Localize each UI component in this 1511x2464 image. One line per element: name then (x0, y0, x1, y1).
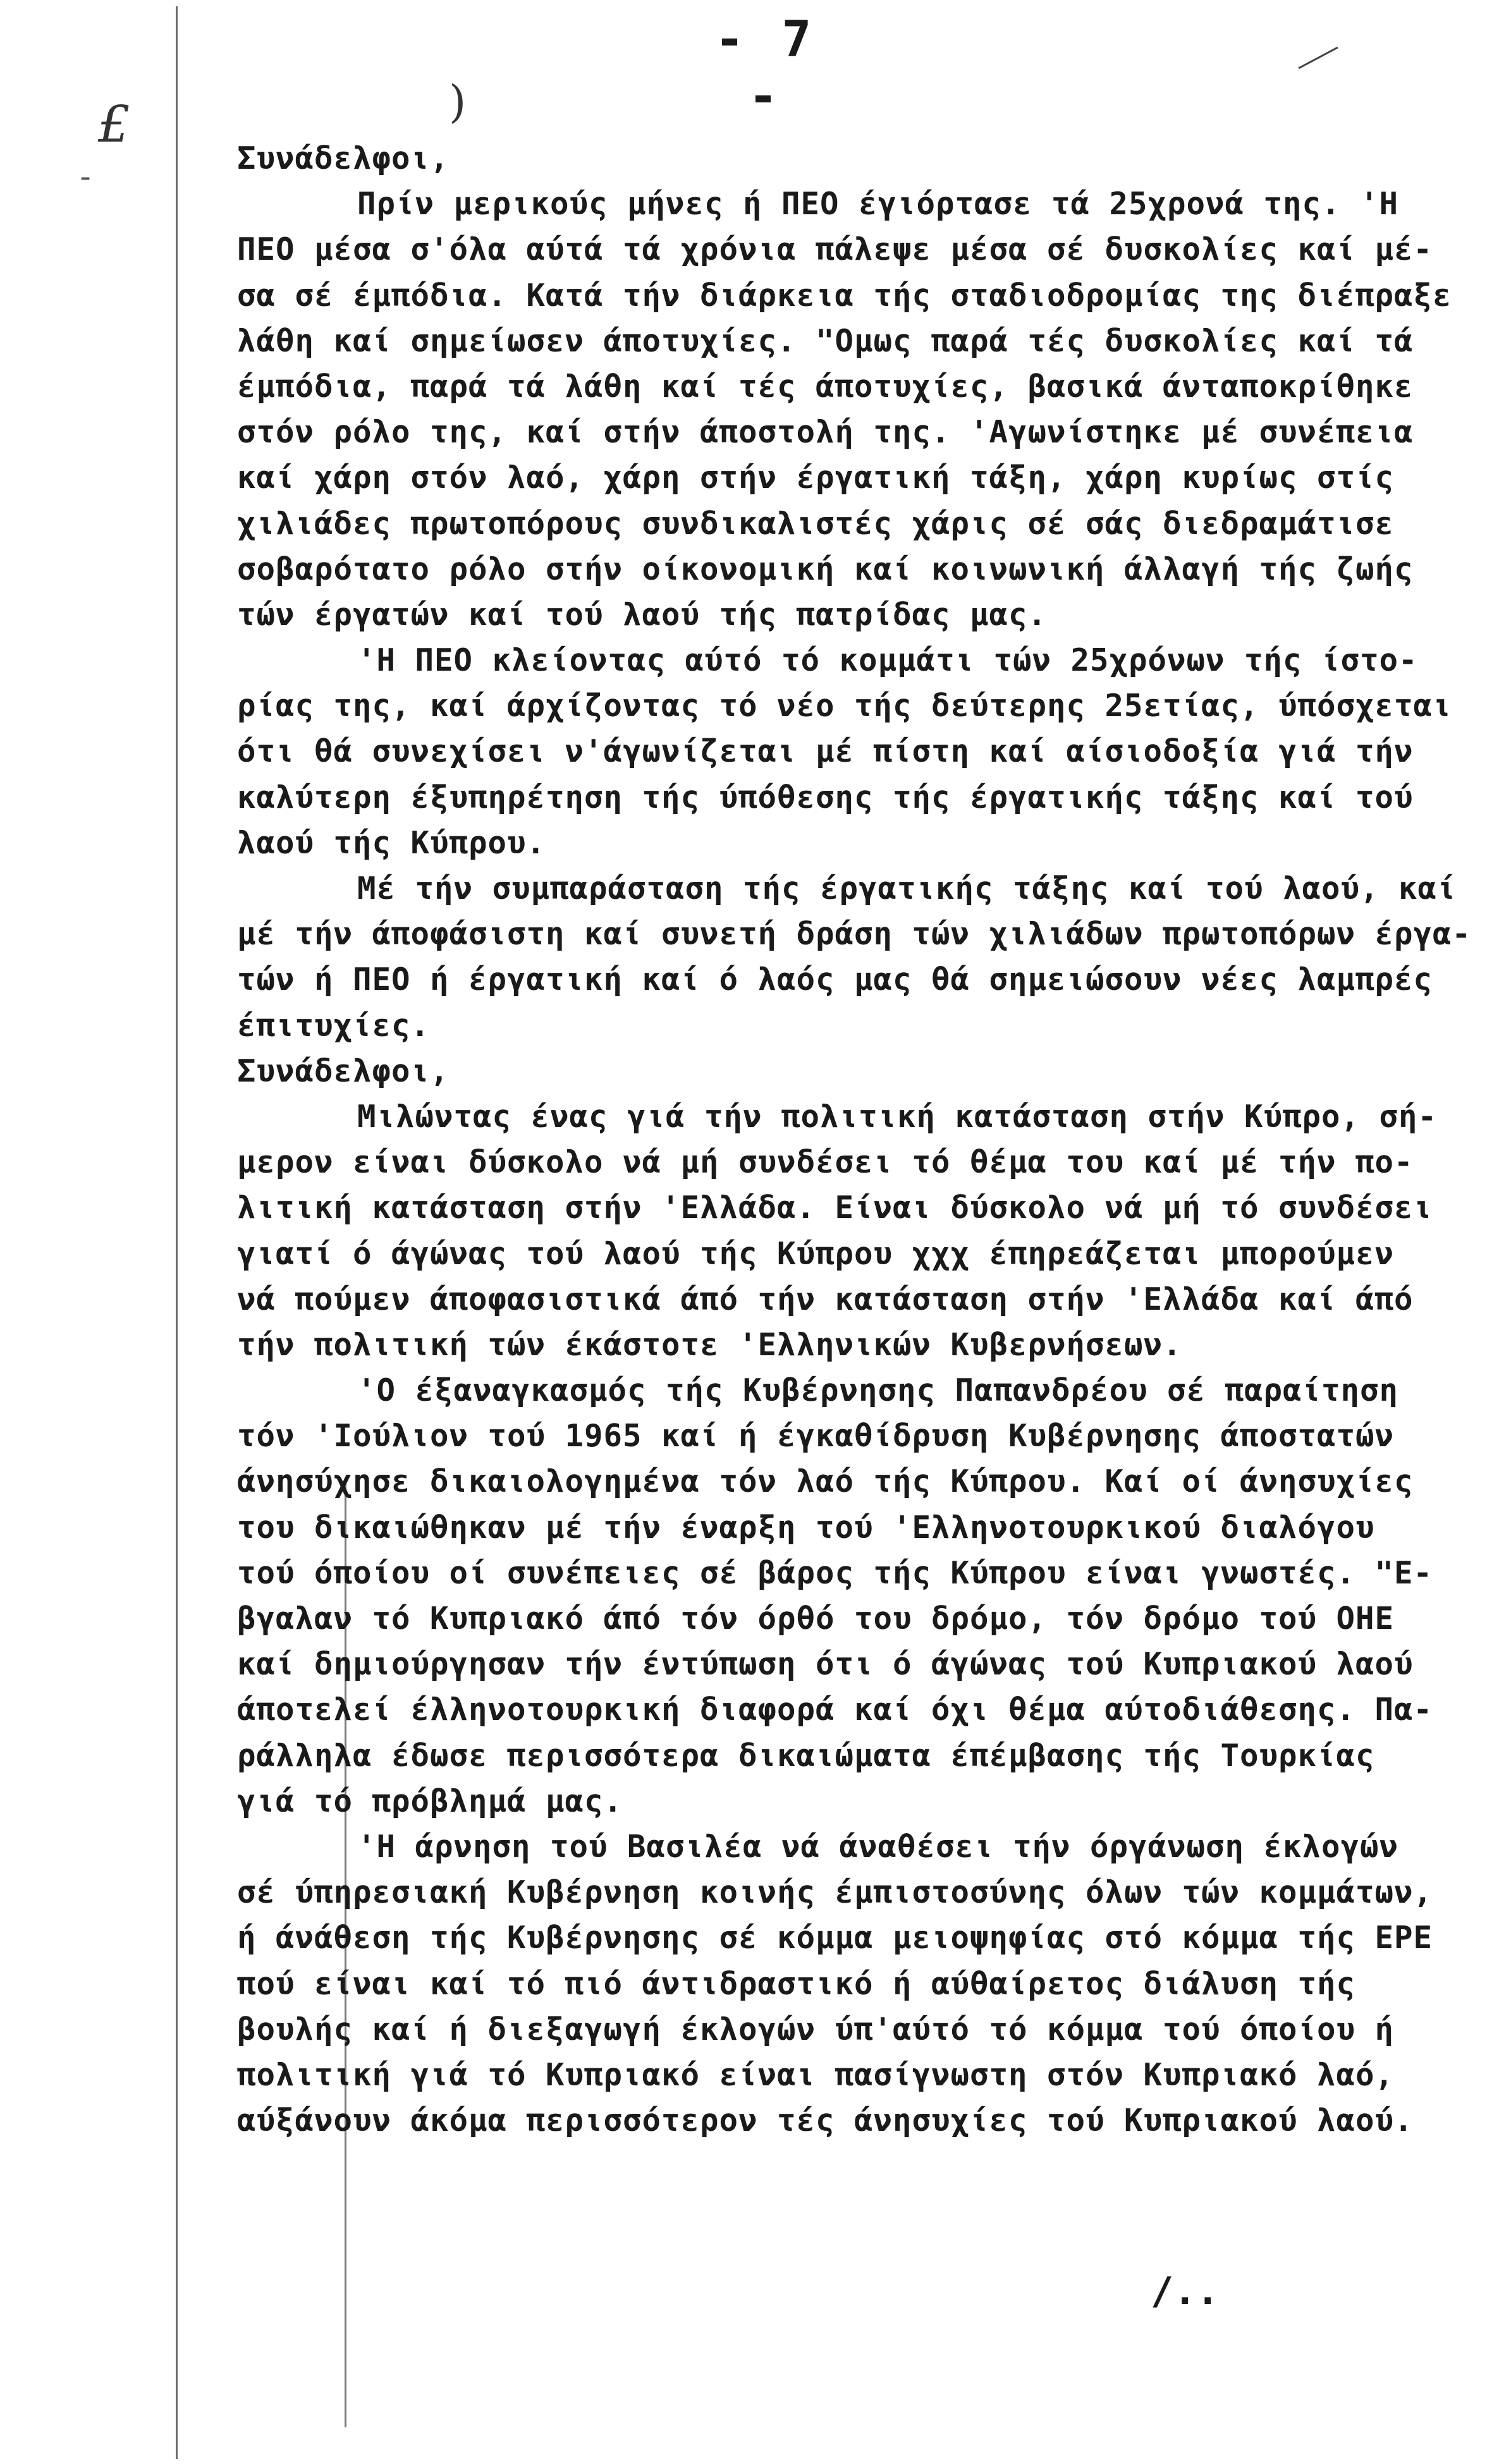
text-line: Μέ τήν συμπαράσταση τής έργατικής τάξης καί τού λαού, καί (357, 870, 1457, 906)
text-line: σα σέ έμπόδια. Κατά τήν διάρκεια τής σταδιοδρομίας της διέπραξε (237, 277, 1452, 314)
text-line: έμπόδια, παρά τά λάθη καί τές άποτυχίες, βασικά άνταποκρίθηκε (237, 368, 1414, 405)
text-line: ράλληλα έδωσε περισσότερα δικαιώματα έπέμβασης τής Τουρκίας (237, 1737, 1375, 1774)
text-line: γιατί ό άγώνας τού λαού τής Κύπρου χχχ έπηρεάζεται μπορούμεν (237, 1235, 1395, 1272)
text-line: 'Η άρνηση τού Βασιλέα νά άναθέσει τήν όργάνωση έκλογών (357, 1828, 1399, 1865)
text-line: τών ή ΠΕΟ ή έργατική καί ό λαός μας θά σημειώσουν νέες λαμπρές (237, 961, 1433, 998)
text-line: σοβαρότατο ρόλο στήν οίκονομική καί κοινωνική άλλαγή τής ζωής (237, 551, 1414, 587)
text-line: άνησύχησε δικαιολογημένα τόν λαό τής Κύπρου. Καί οί άνησυχίες (237, 1463, 1414, 1500)
text-line: τόν 'Ιούλιον τού 1965 καί ή έγκαθίδρυση Κυβέρνησης άποστατών (237, 1418, 1395, 1455)
text-line: πολιτική γιά τό Κυπριακό είναι πασίγνωστη στόν Κυπριακό λαό, (237, 2056, 1395, 2093)
text-line: χιλιάδες πρωτοπόρους συνδικαλιστές χάρις σέ σάς διεδραμάτισε (237, 505, 1395, 542)
text-line: λαού τής Κύπρου. (237, 824, 546, 861)
text-line: έπιτυχίες. (237, 1007, 431, 1044)
text-line: τού όποίου οί συνέπειες σέ βάρος τής Κύπρου είναι γνωστές. "Ε- (237, 1554, 1433, 1591)
text-line: του δικαιώθηκαν μέ τήν έναρξη τού 'Ελληνοτουρκικού διαλόγου (237, 1509, 1375, 1546)
text-line: Μιλώντας ένας γιά τήν πολιτική κατάσταση στήν Κύπρο, σή- (357, 1098, 1438, 1135)
text-line: Πρίν μερικούς μήνες ή ΠΕΟ έγιόρτασε τά 25χρονά της. 'Η (357, 186, 1399, 223)
text-line: καί δημιούργησαν τήν έντύπωση ότι ό άγώνας τού Κυπριακού λαού (237, 1646, 1414, 1683)
margin-rule (176, 6, 178, 2459)
text-line: μέ τήν άποφάσιστη καί συνετή δράση τών χιλιάδων πρωτοπόρων έργα- (237, 916, 1472, 953)
pen-stroke (1298, 47, 1338, 70)
margin-tick: - (76, 158, 95, 195)
text-line: βουλής καί ή διεξαγωγή έκλογών ύπ'αύτό τό κόμμα τού όποίου ή (237, 2011, 1395, 2047)
text-line: Συνάδελφοι, (237, 140, 450, 176)
text-line: λάθη καί σημείωσεν άποτυχίες. "Ομως παρά τές δυσκολίες καί τά (237, 322, 1414, 359)
text-line: ρίας της, καί άρχίζοντας τό νέο τής δεύτερης 25ετίας, ύπόσχεται (237, 688, 1452, 724)
text-line: στόν ρόλο της, καί στήν άποστολή της. 'Αγωνίστηκε μέ συνέπεια (237, 414, 1414, 451)
text-line: βγαλαν τό Κυπριακό άπό τόν όρθό του δρόμο, τόν δρόμο τού ΟΗΕ (237, 1601, 1395, 1637)
text-line: 'Ο έξαναγκασμός τής Κυβέρνησης Παπανδρέου σέ παραίτηση (357, 1372, 1399, 1409)
text-line: ΠΕΟ μέσα σ'όλα αύτά τά χρόνια πάλεψε μέσα σέ δυσκολίες καί μέ- (237, 231, 1433, 268)
text-line: τών έργατών καί τού λαού τής πατρίδας μας. (237, 596, 1048, 633)
continuation-mark: /.. (1151, 2269, 1220, 2314)
page-number: - 7 - (714, 11, 816, 125)
text-line: νά πούμεν άποφασιστικά άπό τήν κατάσταση στήν 'Ελλάδα καί άπό (237, 1281, 1414, 1317)
text-line: καί χάρη στόν λαό, χάρη στήν έργατική τάξη, χάρη κυρίως στίς (237, 460, 1395, 496)
text-line: ή άνάθεση τής Κυβέρνησης σέ κόμμα μειοψηφίας στό κόμμα τής ΕΡΕ (237, 1920, 1433, 1956)
handwritten-bracket-mark: ) (449, 76, 467, 128)
text-line: καλύτερη έξυπηρέτηση τής ύπόθεσης τής έργατικής τάξης καί τού (237, 779, 1414, 815)
text-line: αύξάνουν άκόμα περισσότερον τές άνησυχίες τού Κυπριακού λαού. (237, 2102, 1414, 2139)
text-line: σέ ύπηρεσιακή Κυβέρνηση κοινής έμπιστοσύνης όλων τών κομμάτων, (237, 1874, 1433, 1911)
text-line: τήν πολιτική τών έκάστοτε 'Ελληνικών Κυβερνήσεων. (237, 1326, 1182, 1363)
handwritten-margin-mark: £ (98, 95, 130, 154)
text-line: λιτική κατάσταση στήν 'Ελλάδα. Είναι δύσκολο νά μή τό συνδέσει (237, 1190, 1433, 1226)
text-line: άποτελεί έλληνοτουρκική διαφορά καί όχι θέμα αύτοδιάθεσης. Πα- (237, 1692, 1433, 1728)
text-line: γιά τό πρόβλημά μας. (237, 1783, 623, 1819)
body-text (237, 136, 1476, 2144)
text-line: Συνάδελφοι, (237, 1052, 450, 1089)
text-line: πού είναι καί τό πιό άντιδραστικό ή αύθαίρετος διάλυση τής (237, 1965, 1356, 2002)
text-line: μερον είναι δύσκολο νά μή συνδέσει τό θέμα του καί μέ τήν πο- (237, 1144, 1414, 1181)
text-line: ότι θά συνεχίσει ν'άγωνίζεται μέ πίστη καί αίσιοδοξία γιά τήν (237, 733, 1414, 770)
text-line: 'Η ΠΕΟ κλείοντας αύτό τό κομμάτι τών 25χρόνων τής ίστο- (357, 642, 1418, 679)
